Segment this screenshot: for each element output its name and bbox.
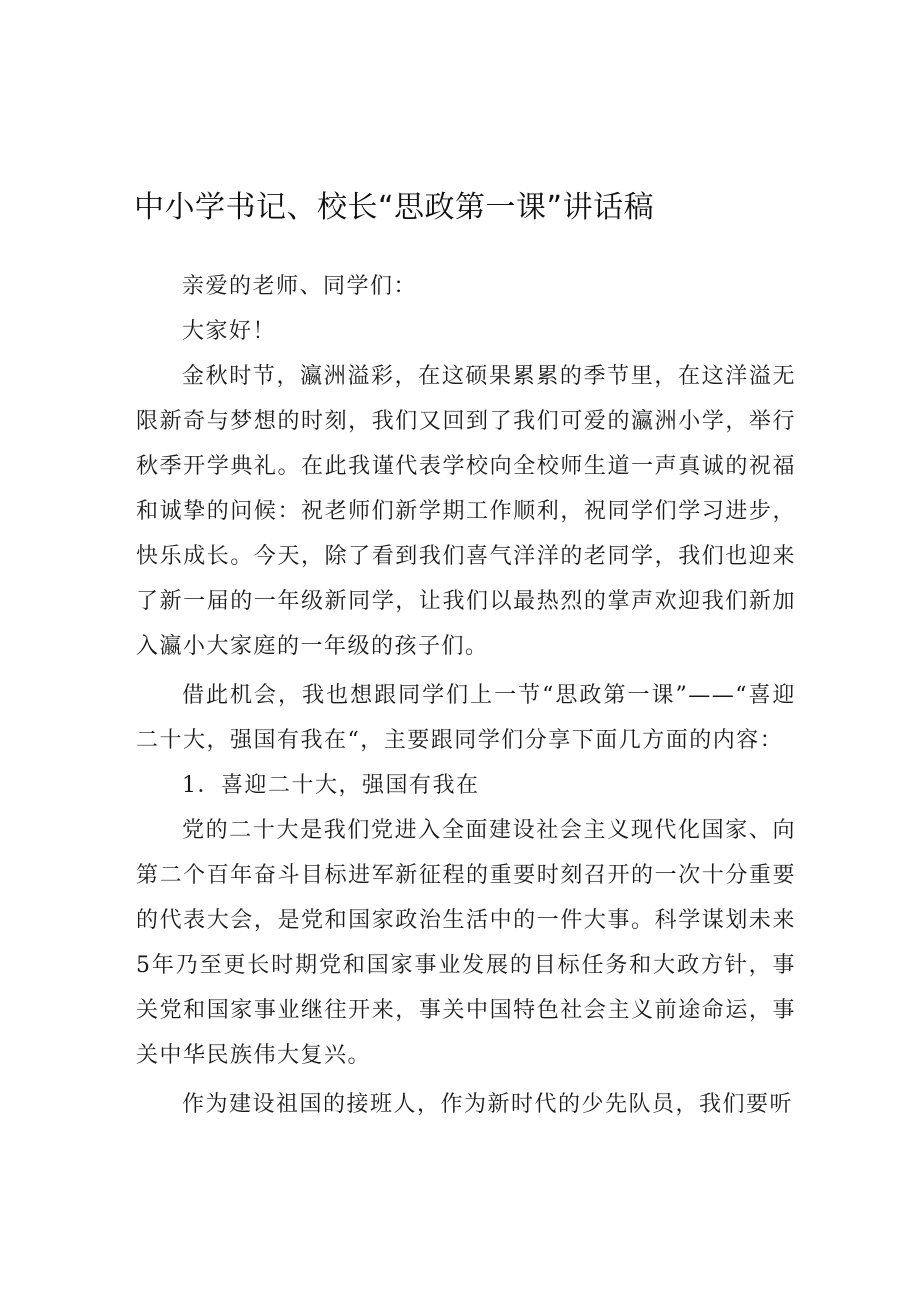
greeting-paragraph: 亲爱的老师、同学们：: [182, 274, 418, 299]
opening-paragraph: 金秋时节，瀛洲溢彩，在这硕果累累的季节里，在这洋溢无限新奇与梦想的时刻，我们又回到了我们可爱的瀛洲小学，举行秋季开学典礼。在此我谨代表学校向全校师生道一声真诚的祝福和诚挚的问候：祝老师们新学期工作顺利，祝同学们学习进步，快乐成长。今天，除了看到我们喜气洋洋的老同学，我们也迎来了新一届的一年级新同学，让我们以最热烈的掌声欢迎我们新加入瀛小大家庭的一年级的孩子们。: [136, 364, 796, 659]
hello-paragraph: 大家好！: [182, 319, 277, 344]
document-body: [136, 264, 796, 1127]
congress-paragraph: 党的二十大是我们党进入全面建设社会主义现代化国家、向第二个百年奋斗目标进军新征程的重要时刻召开的一次十分重要的代表大会，是党和国家政治生活中的一件大事。科学谋划未来5年乃至更长时期党和国家事业发展的目标任务和大政方针，事关党和国家事业继往开来，事关中国特色社会主义前途命运，事关中华民族伟大复兴。: [136, 818, 796, 1068]
section-heading-1: 1．喜迎二十大，强国有我在: [182, 773, 480, 798]
document-title: 中小学书记、校长“思政第一课”讲话稿: [134, 190, 655, 226]
successor-paragraph: 作为建设祖国的接班人，作为新时代的少先队员，我们要听: [182, 1092, 794, 1117]
intro-paragraph: 借此机会，我也想跟同学们上一节“思政第一课”——“喜迎二十大，强国有我在“，主要跟同学们分享下面几方面的内容：: [136, 683, 796, 753]
